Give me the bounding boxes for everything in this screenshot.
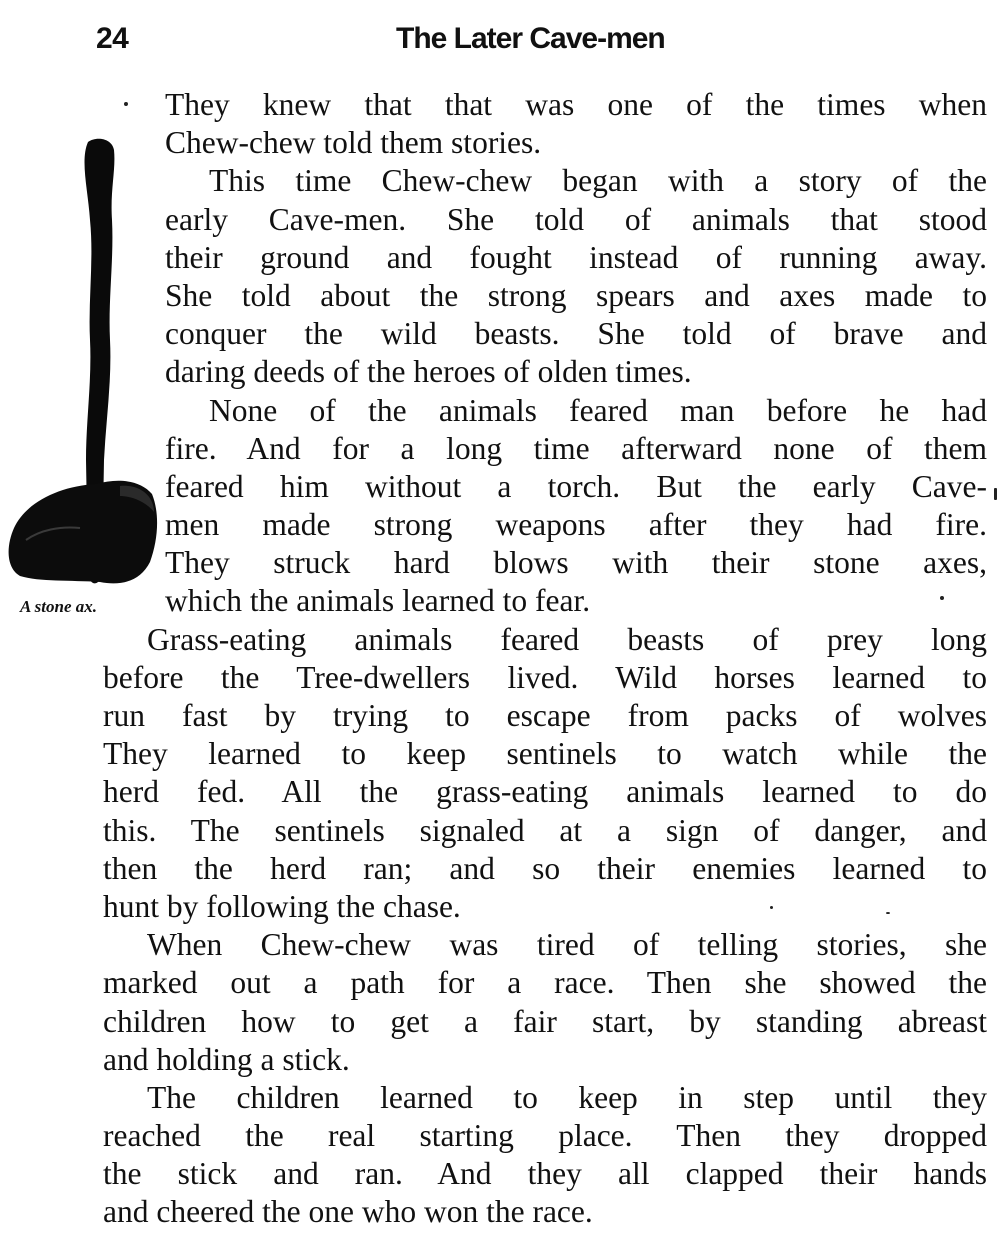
text-line: their ground and fought instead of running away.: [165, 239, 987, 275]
print-speck: [940, 596, 944, 600]
text-line: men made strong weapons after they had fire.: [165, 507, 987, 543]
text-line: Grass-eating animals feared beasts of prey long: [147, 621, 987, 657]
print-speck: [886, 912, 890, 914]
page-number: 24: [96, 22, 129, 55]
text-line: marked out a path for a race. Then she showed the: [103, 965, 987, 1001]
body-text: [103, 86, 987, 1232]
text-line: When Chew-chew was tired of telling stories, she: [147, 927, 987, 963]
text-line: which the animals learned to fear.: [165, 583, 591, 619]
text-line: They learned to keep sentinels to watch while the: [103, 736, 987, 772]
running-title: The Later Cave-men: [396, 22, 665, 55]
print-speck: [994, 488, 997, 500]
text-line: children how to get a fair start, by standing abreast: [103, 1003, 987, 1039]
text-line: They struck hard blows with their stone axes,: [165, 545, 987, 581]
page-header: [0, 22, 1000, 62]
text-line: hunt by following the chase.: [103, 888, 461, 924]
text-line: the stick and ran. And they all clapped their hands: [103, 1156, 987, 1192]
text-line: feared him without a torch. But the early Cave-: [165, 468, 987, 504]
text-line: fire. And for a long time afterward none of them: [165, 430, 987, 466]
text-line: She told about the strong spears and axes made to: [165, 277, 987, 313]
text-line: then the herd ran; and so their enemies learned to: [103, 850, 987, 886]
text-line: reached the real starting place. Then they dropped: [103, 1118, 987, 1154]
text-line: None of the animals feared man before he had: [209, 392, 987, 428]
text-line: This time Chew-chew began with a story of the: [209, 163, 987, 199]
figure-caption: A stone ax.: [20, 597, 97, 616]
text-line: this. The sentinels signaled at a sign of danger, and: [103, 812, 987, 848]
text-line: early Cave-men. She told of animals that stood: [165, 201, 987, 237]
text-line: run fast by trying to escape from packs of wolves: [103, 698, 987, 733]
text-line: and cheered the one who won the race.: [103, 1194, 593, 1230]
text-line: conquer the wild beasts. She told of brave and: [165, 316, 987, 352]
text-line: Chew-chew told them stories.: [165, 125, 542, 161]
text-line: before the Tree-dwellers lived. Wild horses learned to: [103, 659, 987, 695]
text-line: They knew that that was one of the times when: [165, 87, 987, 122]
text-line: herd fed. All the grass-eating animals learned to do: [103, 774, 987, 810]
print-speck: [770, 906, 773, 909]
text-line: The children learned to keep in step until they: [147, 1079, 987, 1115]
text-line: and holding a stick.: [103, 1041, 350, 1077]
text-line: daring deeds of the heroes of olden times.: [165, 354, 692, 390]
